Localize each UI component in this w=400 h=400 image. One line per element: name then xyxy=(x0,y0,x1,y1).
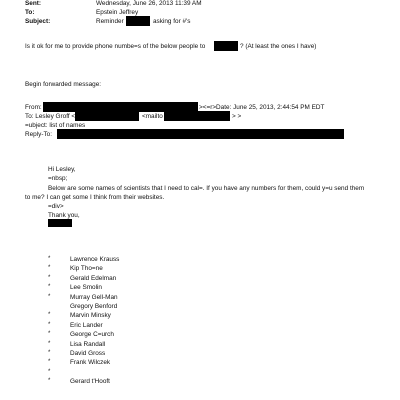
redaction-block xyxy=(48,219,72,227)
list-item: Gregory Benford xyxy=(70,303,118,310)
list-item: Kip Tho=ne xyxy=(70,265,103,273)
list-bullet: * xyxy=(48,321,51,328)
reply-to-label: Reply-To: xyxy=(25,131,52,138)
list-bullet: * xyxy=(48,265,51,272)
list-bullet: * xyxy=(48,274,51,281)
list-bullet: * xyxy=(48,340,51,347)
list-bullet: * xyxy=(48,378,51,385)
subject-prefix: Reminder xyxy=(96,18,124,25)
to-value: Epstein Jeffrey xyxy=(96,9,139,16)
list-item: Eric Lander xyxy=(70,321,103,329)
forward-subject: =ubject: list of names xyxy=(25,122,86,129)
list-item: Lee Smolin xyxy=(70,284,102,292)
thanks-line: Thank you, xyxy=(48,212,80,219)
list-bullet: * xyxy=(48,284,51,291)
list-bullet: * xyxy=(48,293,51,300)
subject-label: Subject: xyxy=(25,18,51,25)
list-item: Lawrence Krauss xyxy=(70,256,120,263)
redaction-block xyxy=(126,16,150,26)
div-line: =div> xyxy=(48,203,64,210)
to-line-prefix: To: Lesley Groff < xyxy=(25,113,76,120)
body-question-suffix: ? (At least the ones I have) xyxy=(240,43,317,50)
to-line-end: > > xyxy=(232,113,242,120)
list-bullet: * xyxy=(48,312,51,319)
redaction-block xyxy=(57,129,344,139)
list-item: Frank Wilczek xyxy=(70,359,111,367)
list-bullet: * xyxy=(48,359,51,366)
to-line-mailto: <mailto xyxy=(142,113,163,120)
sent-label: Sent: xyxy=(25,0,41,7)
message-line-2: to me? I can get some I think from their websites. xyxy=(25,194,165,201)
from-date: ><=r>Date: June 25, 2013, 2:44:54 PM EDT xyxy=(199,104,325,111)
list-item: Gerard t'Hooft xyxy=(70,378,110,386)
redaction-block xyxy=(164,111,230,121)
greeting: Hi Lesley, xyxy=(48,166,76,173)
list-item: Murray Gell-Man xyxy=(70,293,118,301)
list-bullet: * xyxy=(48,350,51,356)
list-item: George C=urch xyxy=(70,331,114,339)
list-item: Gerald Edelman xyxy=(70,274,117,282)
list-item: Lisa Randall xyxy=(70,340,106,348)
body-question-prefix: Is it ok for me to provide phone numbe=s of the below people to xyxy=(25,43,206,50)
from-label: From: xyxy=(25,104,42,111)
nbsp-line: =nbsp; xyxy=(48,175,68,182)
list-bullet: * xyxy=(48,256,51,262)
redaction-block xyxy=(75,111,139,121)
to-label: To: xyxy=(25,9,35,16)
list-item: Marvin Minsky xyxy=(70,312,111,320)
forwarded-title: Begin forwarded message: xyxy=(25,81,102,88)
subject-suffix: asking for #'s xyxy=(153,18,191,25)
list-item: David Gross xyxy=(70,350,106,357)
message-line-1: Below are some names of scientists that I need to cal=. If you have any numbers for them, could y=u send them xyxy=(48,185,365,192)
redaction-block xyxy=(214,41,238,51)
list-bullet: * xyxy=(48,331,51,338)
list-bullet: * xyxy=(48,368,51,375)
sent-value: Wednesday, June 26, 2013 11:39 AM xyxy=(96,0,202,7)
